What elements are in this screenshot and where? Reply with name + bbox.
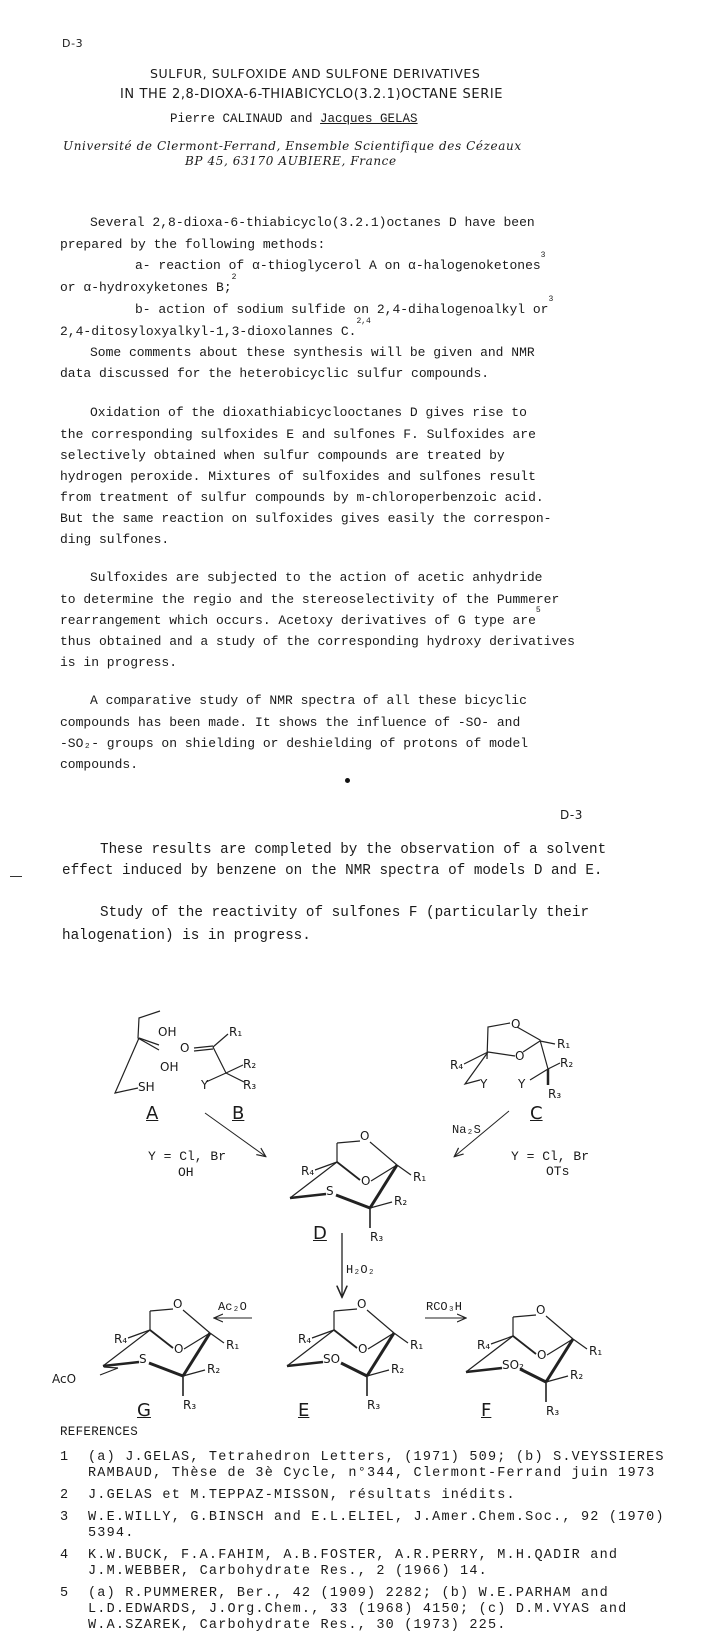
p2-line: the corresponding sulfoxides E and sulfones F. Sulfoxides are [60,427,536,442]
p4-line: A comparative study of NMR spectra of all these bicyclic [90,693,527,708]
reference-number: 2 [60,1488,70,1503]
label-o: O [511,1017,521,1031]
p2-line: hydrogen peroxide. Mixtures of sulfoxides and sulfones result [60,469,536,484]
p6-line: Study of the reactivity of sulfones F (particularly their [100,905,590,921]
compound-label-b: B [232,1103,245,1124]
p4-line: compounds has been made. It shows the influence of -SO- and [60,715,521,730]
compound-e-sulfur: SO [323,1352,341,1366]
p2-line: selectively obtained when sulfur compounds are treated by [60,448,505,463]
p2-line: Oxidation of the dioxathiabicyclooctanes D gives rise to [90,405,527,420]
compound-e-o-top: O [357,1297,367,1311]
reference-line: (a) R.PUMMERER, Ber., 42 (1909) 2282; (b) W.E.PARHAM and [88,1586,609,1601]
page-label-middle: D-3 [560,808,584,822]
p4-line: compounds. [60,757,139,772]
compound-g-r3: R₃ [183,1398,197,1412]
compound-e-r4: R₄ [298,1332,312,1346]
label-oh: OH [160,1060,179,1074]
bond [341,1363,367,1376]
bond [370,1165,397,1208]
compound-d-sulfur: S [326,1184,334,1198]
bond [150,1330,173,1348]
compound-label-c: C [530,1103,543,1124]
bond [100,1368,118,1375]
p1-text: a- reaction of α-thioglycerol A on α-halogenoketones [135,258,541,273]
compound-f-r2: R₂ [570,1368,584,1382]
bond [334,1309,357,1311]
bond [370,1142,397,1165]
bond [315,1162,337,1170]
p2-line: ding sulfones. [60,532,170,547]
compound-label-g: G [137,1400,151,1421]
reference-number: 3 [60,1510,70,1525]
compound-g-r4: R₄ [114,1332,128,1346]
p3-line: is in progress. [60,655,178,670]
reference-line: J.GELAS et M.TEPPAZ-MISSON, résultats inédits. [88,1488,516,1503]
bond [150,1309,173,1311]
title-line-1: SULFUR, SULFOXIDE AND SULFONE DERIVATIVES [150,66,481,81]
bond [367,1333,394,1376]
label-y: Y [201,1078,209,1092]
p2-line: from treatment of sulfur compounds by m-chloroperbenzoic acid. [60,490,544,505]
authors-and: and [282,112,321,126]
label-r4: R₄ [450,1058,464,1072]
reference-line: 5394. [88,1526,135,1541]
compound-e-r2: R₂ [391,1362,405,1376]
p4-line: -SO₂- groups on shielding or deshielding of protons of model [60,736,529,751]
compound-e-r3: R₃ [367,1398,381,1412]
compound-label-d: D [313,1223,327,1244]
p6-line: halogenation) is in progress. [62,928,311,944]
bond [513,1336,536,1354]
bond [128,1330,150,1338]
label-o: O [180,1041,190,1055]
compound-d-r1: R₁ [413,1170,427,1184]
reference-number: 4 [60,1548,70,1563]
label-y: Y [480,1077,488,1091]
compound-f-r3: R₃ [546,1404,560,1418]
reagent-h2o2: H₂O₂ [346,1263,375,1277]
bond [394,1333,408,1343]
label-y: Y [518,1077,526,1091]
compound-d-r4: R₄ [301,1164,315,1178]
compound-e-r1: R₁ [410,1338,424,1352]
structure-C [464,1023,560,1085]
label-r1: R₁ [557,1037,571,1051]
bond [336,1195,370,1208]
p1-line: data discussed for the heterobicyclic sulfur compounds. [60,366,490,381]
p3-line: thus obtained and a study of the corresponding hydroxy derivatives [60,634,575,649]
compound-f-o-ring: O [537,1348,547,1362]
p3-text: rearrangement which occurs. Acetoxy derivatives of G type are [60,613,536,628]
compound-g-o-ring: O [174,1342,184,1356]
compound-g-r2: R₂ [207,1362,221,1376]
reference-line: L.D.EDWARDS, J.Org.Chem., 33 (1968) 4150; (c) D.M.VYAS and [88,1602,628,1617]
p1-text: or α-hydroxyketones B; [60,280,232,295]
ref-sup: 2 [231,273,237,282]
bond [337,1141,360,1143]
compound-f-o-top: O [536,1303,546,1317]
title-line-2: IN THE 2,8-DIOXA-6-THIABICYCLO(3.2.1)OCTANE SERIE [120,87,504,102]
bond [210,1333,224,1343]
reference-line: W.E.WILLY, G.BINSCH and E.L.ELIEL, J.Amer.Chem.Soc., 92 (1970) [88,1510,665,1525]
label-oh: OH [158,1025,177,1039]
reagent-na2s: Na₂S [452,1123,481,1137]
reference-line: J.M.WEBBER, Carbohydrate Res., 2 (1966) 14. [88,1564,488,1579]
label-r3: R₃ [548,1087,562,1101]
reagent-rco3h: RCO₃H [426,1300,463,1314]
author-1: Pierre CALINAUD [170,112,283,126]
compound-e-o-ring: O [358,1342,368,1356]
ref-sup-5: 5 [535,606,541,615]
compound-label-e: E [298,1400,310,1421]
p5-line: These results are completed by the observation of a solvent [100,842,607,858]
reference-line: RAMBAUD, Thèse de 3è Cycle, n°344, Clermont-Ferrand juin 1973 [88,1466,656,1481]
compound-d-o-top: O [360,1129,370,1143]
p1-line: prepared by the following methods: [60,237,326,252]
compound-g-r1: R₁ [226,1338,240,1352]
author-2: Jacques GELAS [320,112,418,126]
compound-f-r4: R₄ [477,1338,491,1352]
reference-line: (a) J.GELAS, Tetrahedron Letters, (1971) 509; (b) S.VEYSSIERES [88,1450,665,1465]
p1-line: Some comments about these synthesis will be given and NMR [90,345,535,360]
compound-d-r2: R₂ [394,1194,408,1208]
p1-line: Several 2,8-dioxa-6-thiabicyclo(3.2.1)octanes D have been [90,215,535,230]
condition-y-ab: Y = Cl, Br [148,1149,227,1164]
label-aco: AcO [52,1372,77,1386]
references-heading: REFERENCES [60,1425,139,1439]
compound-label-f: F [481,1400,492,1421]
bond [104,1367,118,1368]
ref-sup: 3 [540,251,546,260]
label-r2: R₂ [560,1056,574,1070]
p3-line: Sulfoxides are subjected to the action of acetic anhydride [90,570,543,585]
bond [546,1316,573,1339]
p3-line: to determine the regio and the stereoselectivity of the Pummerer [60,592,560,607]
bond [546,1339,573,1382]
bond [491,1336,513,1344]
ref-sup: 2,4 [356,317,371,326]
bond [183,1333,210,1376]
compound-label-a: A [146,1103,159,1124]
compound-f-sulfur: SO₂ [502,1358,524,1372]
reference-number: 5 [60,1586,70,1601]
label-r3: R₃ [243,1078,257,1092]
p2-line: But the same reaction on sulfoxides gives easily the correspon- [60,511,552,526]
p1-text: 2,4-ditosyloxyalkyl-1,3-dioxolannes C. [60,324,357,339]
label-o: O [515,1049,525,1063]
compound-g-sulfur: S [139,1352,147,1366]
condition-y-c: Y = Cl, Br [511,1149,590,1164]
label-sh: SH [138,1080,155,1094]
bond [337,1162,360,1180]
reagent-ac2o: Ac₂O [218,1300,247,1314]
reference-number: 1 [60,1450,70,1465]
affiliation-line-1: Université de Clermont-Ferrand, Ensemble Scientifique des Cézeaux [63,139,522,153]
reference-line: K.W.BUCK, F.A.FAHIM, A.B.FOSTER, A.R.PERRY, M.H.QADIR and [88,1548,619,1563]
bond [367,1310,394,1333]
bond [183,1310,210,1333]
ref-sup: 3 [548,295,554,304]
p1-text: b- action of sodium sulfide on 2,4-dihalogenoalkyl or [135,302,549,317]
bond [573,1339,587,1349]
compound-d-r3: R₃ [370,1230,384,1244]
bond [334,1330,357,1348]
bond [397,1165,411,1175]
structure-B [194,1034,244,1082]
reference-line: W.A.SZAREK, Carbohydrate Res., 30 (1973) 225. [88,1618,507,1633]
bond [513,1315,536,1317]
compound-f-r1: R₁ [589,1344,603,1358]
label-r2: R₂ [243,1057,257,1071]
condition-y-ab-oh: OH [178,1165,194,1180]
compound-d-o-ring: O [361,1174,371,1188]
compound-g-o-top: O [173,1297,183,1311]
label-r1: R₁ [229,1025,243,1039]
affiliation-line-2: BP 45, 63170 AUBIERE, France [185,154,397,168]
p5-line: effect induced by benzene on the NMR spectra of models D and E. [62,863,603,879]
bond [312,1330,334,1338]
page-label-top: D-3 [62,37,84,50]
condition-y-c-ots: OTs [546,1164,570,1179]
bond [149,1363,183,1376]
